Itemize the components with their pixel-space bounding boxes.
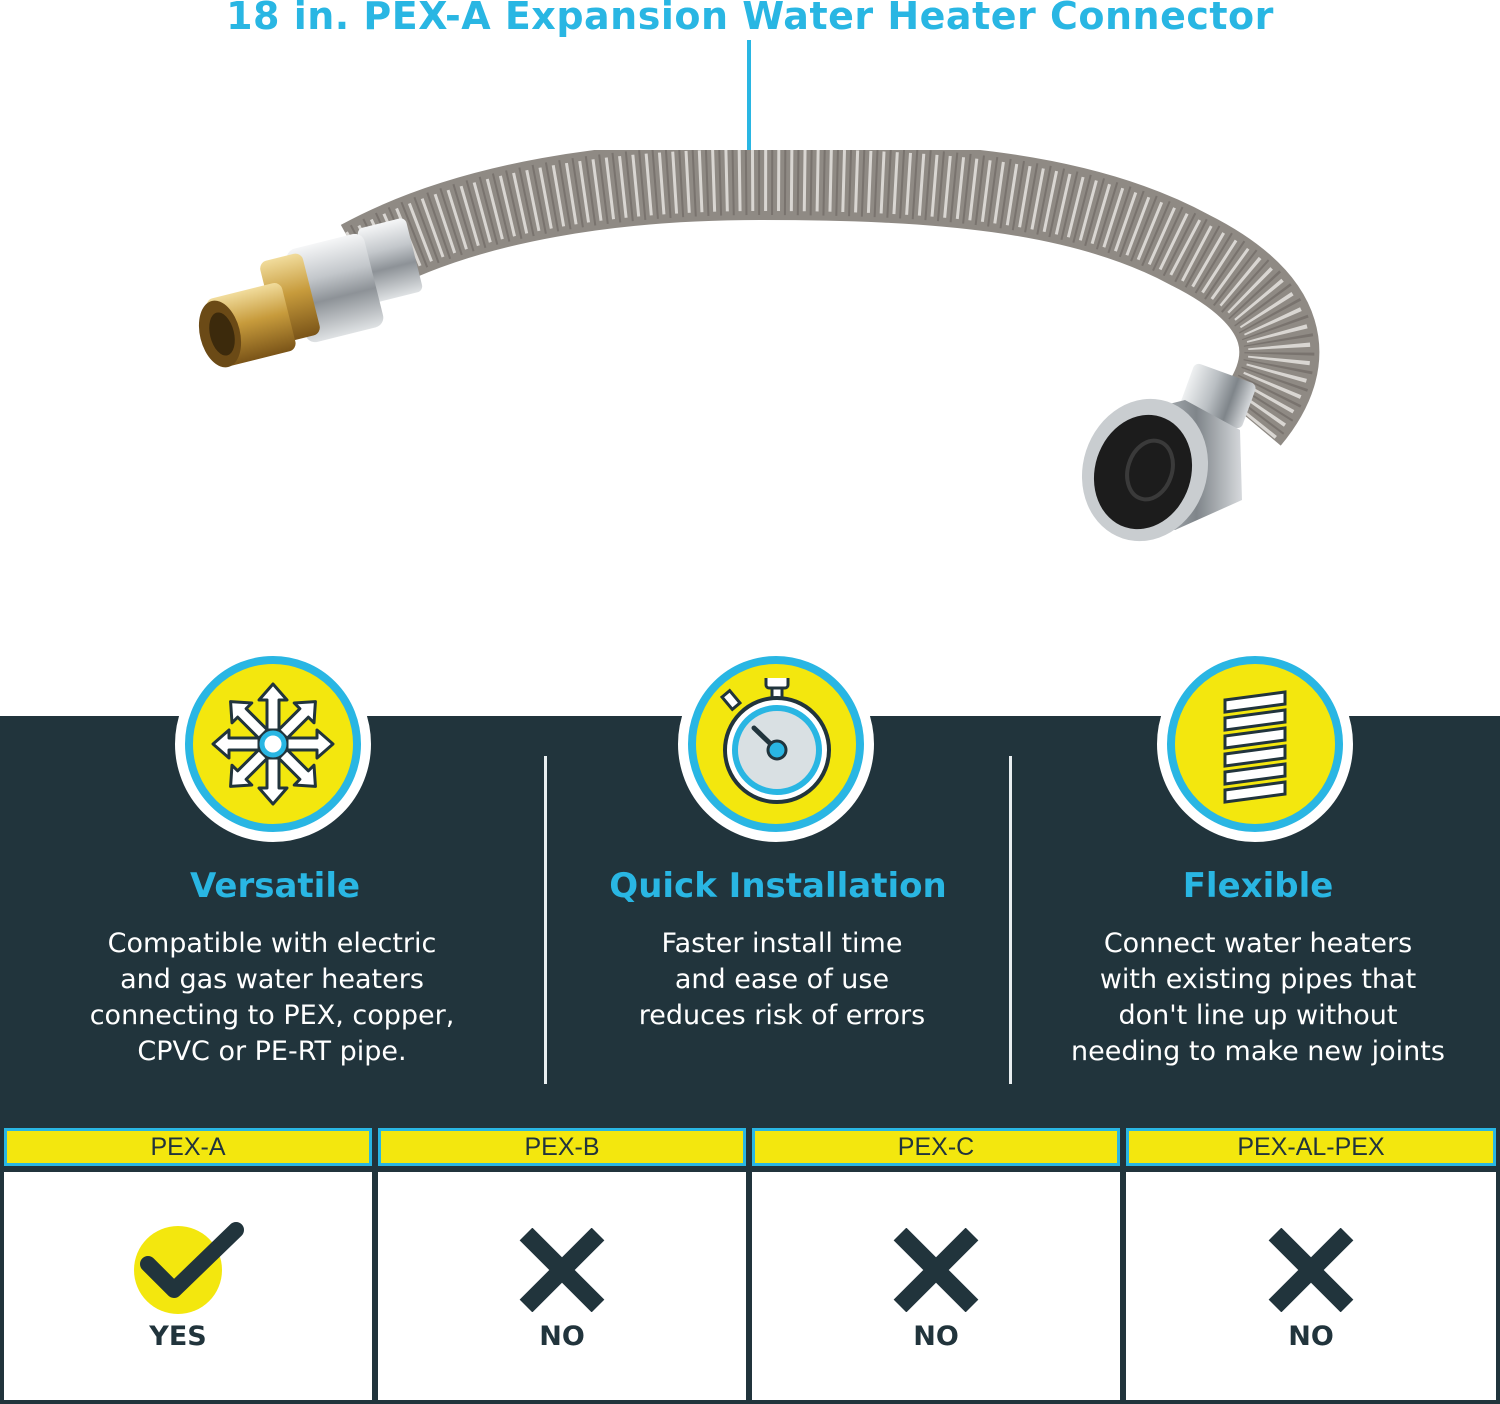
feature-title-versatile: Versatile — [189, 866, 361, 906]
x-icon — [892, 1228, 980, 1312]
x-icon — [1267, 1228, 1355, 1312]
table-header-pex-a: PEX-A — [4, 1128, 372, 1166]
feature-desc-flexible — [1023, 926, 1493, 1070]
table-header-pex-c: PEX-C — [752, 1128, 1120, 1166]
result-pex-b: NO — [539, 1321, 585, 1352]
feature-badge-flexible — [1157, 646, 1353, 842]
checkmark-icon — [128, 1218, 248, 1318]
desc-line: and gas water heaters — [120, 964, 424, 995]
arrows-burst-icon — [207, 678, 339, 810]
feature-desc-versatile — [37, 926, 507, 1070]
desc-line: needing to make new joints — [1071, 1036, 1445, 1067]
feature-badge-versatile — [175, 646, 371, 842]
feature-badge-quick-installation — [678, 646, 874, 842]
desc-line: CPVC or PE-RT pipe. — [137, 1036, 407, 1067]
x-icon — [518, 1228, 606, 1312]
table-header-pex-b: PEX-B — [378, 1128, 746, 1166]
desc-line: connecting to PEX, copper, — [89, 1000, 455, 1031]
water-heater-connector-image — [180, 150, 1320, 570]
feature-title-quick-installation: Quick Installation — [609, 866, 947, 906]
page-title: 18 in. PEX-A Expansion Water Heater Connector — [226, 0, 1274, 38]
desc-line: with existing pipes that — [1099, 964, 1417, 995]
result-pex-c: NO — [913, 1321, 959, 1352]
desc-line: Connect water heaters — [1103, 928, 1413, 959]
feature-divider — [544, 756, 547, 1084]
feature-divider — [1009, 756, 1012, 1084]
desc-line: and ease of use — [674, 964, 890, 995]
desc-line: don't line up without — [1118, 1000, 1398, 1031]
feature-title-flexible: Flexible — [1182, 866, 1334, 906]
result-pex-a: YES — [149, 1321, 207, 1352]
coil-spring-icon — [1189, 678, 1321, 810]
stopwatch-icon — [710, 678, 842, 810]
feature-desc-quick-installation — [547, 926, 1017, 1034]
desc-line: Compatible with electric — [107, 928, 437, 959]
result-pex-al-pex: NO — [1288, 1321, 1334, 1352]
desc-line: reduces risk of errors — [638, 1000, 926, 1031]
table-header-pex-al-pex: PEX-AL-PEX — [1126, 1128, 1496, 1166]
desc-line: Faster install time — [661, 928, 903, 959]
